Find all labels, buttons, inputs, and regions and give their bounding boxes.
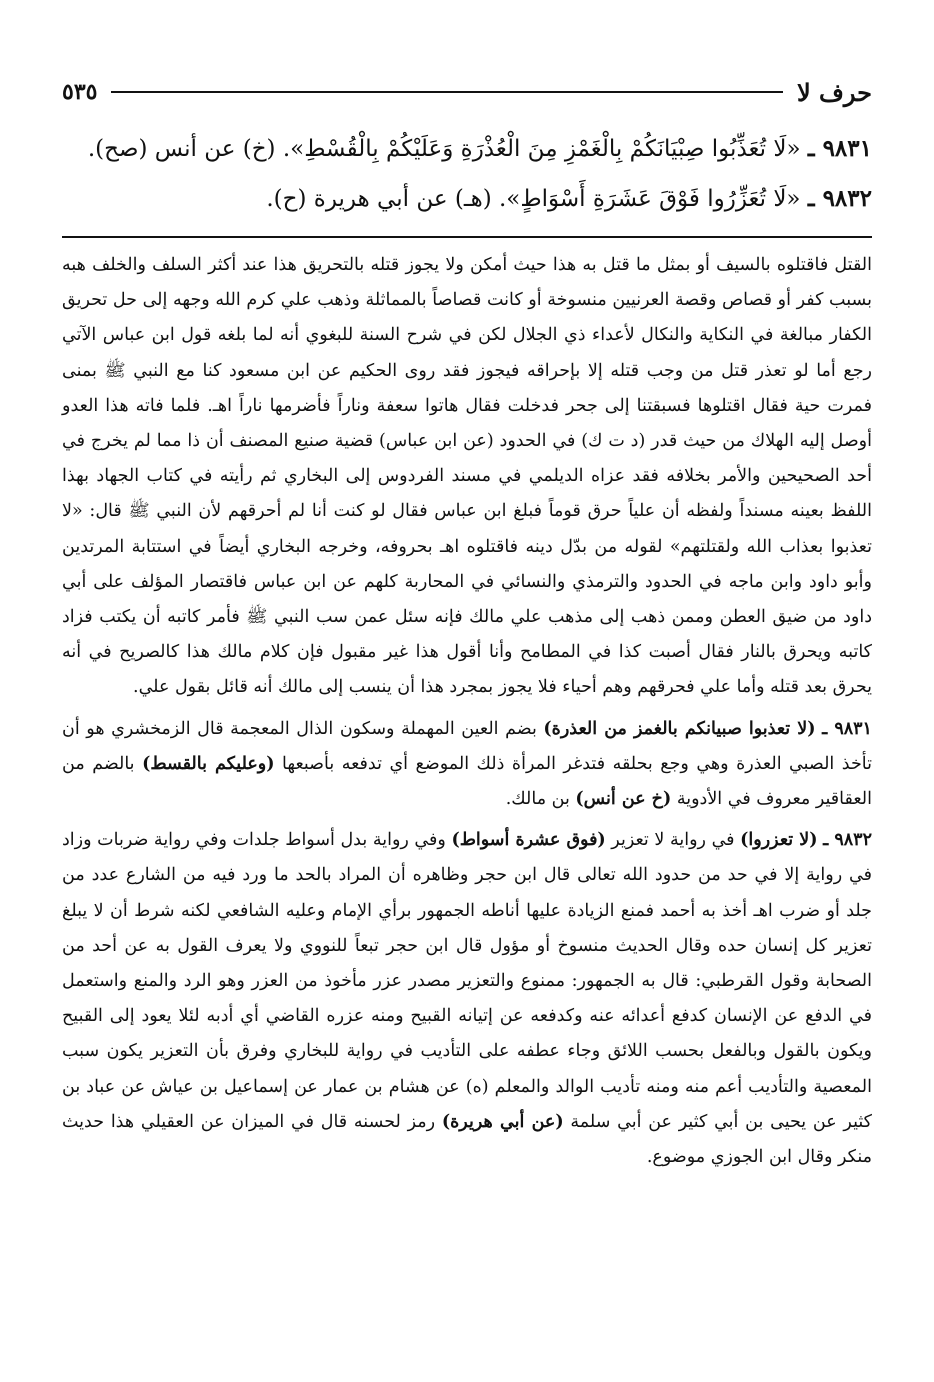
chapter-title: حرف لا xyxy=(797,77,872,107)
commentary-text: القتل فاقتلوه بالسيف أو بمثل ما قتل به هذا حيث أمكن ولا يجوز قتله بالتحريق هذا عند أكثر السلف والخلف هبه بسبب كفر أو قصاص وقصة العرنيين منسوخة أو كانت قصاصاً بالمماثلة وذهب علي كرم الله وجهه إلى حل تحريق الكفار مبالغة في النكاية والنكال لأعداء ذي الجلال لكن في شرح السنة للبغوي أنه لما بلغه قول ابن عباس الآتي رجع أما لو تعذر قتل من وجب قتله إلا بإحراقه فيجوز فقد روى الحكيم عن ابن مسعود كنا مع النبي ﷺ بمنى فمرت حية فقال اقتلوها فسبقتنا إلى جحر فدخلت فقال هاتوا سعفة وناراً فأضرمها ناراً اهـ. فلما فاته هذا العدو أوصل إليه الهلاك من حيث قدر (د ت ك) في الحدود (عن ابن عباس) قضية صنيع المصنف أن ذا مما لم يخرج في أحد الصحيحين والأمر بخلافه فقد عزاه الديلمي في مسند الفردوس إلى البخاري ثم رأيته في كتاب الجهاد بهذا اللفظ بعينه مسنداً ولفظه أن علياً حرق قوماً فبلغ ابن عباس فقال لو كنت أنا لم أحرقهم لأن النبي ﷺ قال: «لا تعذبوا بعذاب الله ولقتلتهم» لقوله من بدّل دينه فاقتلوه اهـ بحروفه، وخرجه البخاري أيضاً في استتابة المرتدين وأبو داود وابن ماجه في الحدود والترمذي والنسائي في المحاربة كلهم عن ابن عباس فاقتصار المؤلف على أبي داود من ضيق العطن وممن ذهب إلى مذهب علي مالك فإنه سئل عمن سب النبي ﷺ فأمر كاتبه أن يكتب فزاد كاتبه ويحرق بالنار فقال أصبت كذا في المطامح وأنا أقول هذا غير مقبول فإن كلام مالك هذا كالصريح في أنه يحرق بعد قتله وأما علي فحرقهم وهم أحياء فلا يجوز بمجرد هذا أن ينسب إلى مالك أنه قائل بقول علي. xyxy=(62,255,872,698)
page-header xyxy=(62,72,872,112)
commentary-text: وفي رواية بدل أسواط جلدات وفي رواية ضربات وزاد في رواية إلا في حد من حدود الله تعالى قال ابن حجر وظاهره أن المراد بالحد ما ورد فيه من الشارع عدد من جلد أو ضرب اهـ أخذ به أحمد فمنع الزيادة عليها أناطه الجمهور برأي الإمام وعليه الشافعي لكنه شرط أن لا يبلغ تعزير كل إنسان حده وقال الحديث منسوخ أو مؤول قال ابن حجر تبعاً للنووي ولا يعرف القول به عن أحد من الصحابة وقول القرطبي: قال به الجمهور: ممنوع والتعزير مصدر عزر مأخوذ من العزر وهو الرد والمنع واستعمل في الدفع عن الإنسان كدفع أعدائه عنه وكدفعه عن إتيانه القبيح ومنه عزره القاضي أي أدبه لئلا يعود إلى القبيح ويكون بالقول وبالفعل بحسب اللائق وجاء عطفه على التأديب في رواية للبخاري وفرق بأن التعزير يكون سبب المعصية والتأديب أعم منه ومنه تأديب الوالد والمعلم (ه) عن هشام بن عمار عن إسماعيل بن عياش عن عباد بن كثير عن يحيى بن أبي كثير عن أبي سلمة xyxy=(62,830,872,1132)
commentary-text: بضم العين المهملة وسكون الذال المعجمة قال الزمخشري هو أن تأخذ الصبي العذرة وهي وجع بحلقه فتدغر المرأة ذلك الموضع أي تدفعه بأصبعها xyxy=(62,718,872,774)
footnote-divider xyxy=(62,236,872,238)
source-reference: (خ عن أنس) xyxy=(575,789,672,810)
quoted-phrase: (لا تعزروا) xyxy=(740,830,818,851)
hadith-number: ٩٨٣١ ـ xyxy=(807,135,872,162)
commentary xyxy=(62,248,872,1175)
quoted-phrase: (وعليكم بالقسط) xyxy=(142,753,275,774)
commentary-9832 xyxy=(62,823,872,1175)
quoted-phrase: (فوق عشرة أسواط) xyxy=(451,830,606,851)
commentary-text: رمز لحسنه قال في الميزان عن العقيلي هذا حديث منكر وقال ابن الجوزي موضوع. xyxy=(62,1111,872,1168)
hadith-number: ٩٨٣٢ ـ xyxy=(807,185,872,212)
quoted-phrase: (لا تعذبوا صبيانكم بالغمز من العذرة) xyxy=(543,718,816,739)
commentary-text: بالضم من العقاقير معروف في الأدوية xyxy=(62,753,872,810)
header-rule xyxy=(111,91,783,93)
hadith-9832 xyxy=(62,174,872,224)
commentary-intro xyxy=(62,248,872,706)
source-reference: (عن أبي هريرة) xyxy=(441,1111,564,1132)
hadith-9831 xyxy=(62,124,872,174)
commentary-9831 xyxy=(62,712,872,818)
commentary-number: ٩٨٣١ ـ xyxy=(822,718,872,739)
commentary-text: بن مالك. xyxy=(505,789,576,810)
commentary-text: في رواية لا تعزير xyxy=(605,830,741,851)
hadith-text: «لَا تُعَزِّرُوا فَوْقَ عَشَرَةِ أَسْوَاطٍ». (هـ) عن أبي هريرة (ح). xyxy=(266,186,801,212)
commentary-number: ٩٨٣٢ ـ xyxy=(823,830,872,851)
page-number: ٥٣٥ xyxy=(62,79,98,105)
hadith-text: «لَا تُعَذِّبُوا صِبْيَانَكُمْ بِالْغَمْزِ مِنَ الْعُذْرَةِ وَعَلَيْكُمْ بِالْقُسْطِ». (خ) عن أنس (صح). xyxy=(87,136,801,162)
